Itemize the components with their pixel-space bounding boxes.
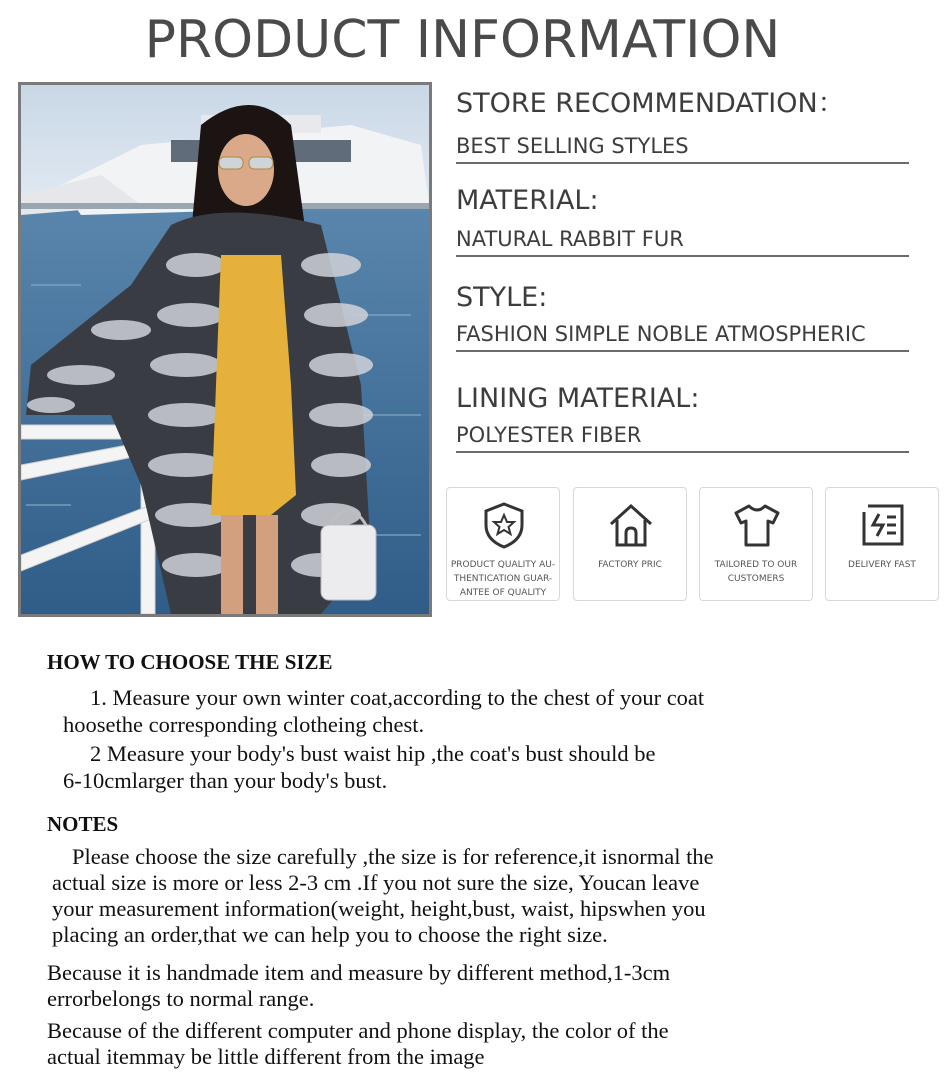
divider: [456, 255, 909, 257]
spec-value: FASHION SIMPLE NOBLE ATMOSPHERIC: [456, 322, 866, 346]
size-guide-heading: HOW TO CHOOSE THE SIZE: [47, 650, 333, 674]
house-icon: [606, 500, 656, 550]
spec-style: [456, 282, 916, 352]
notes-line: actual itemmay be little different from the image: [47, 1044, 485, 1069]
size-guide-line: 1. Measure your own winter coat,according to the chest of your coat: [90, 685, 705, 710]
spec-value: BEST SELLING STYLES: [456, 134, 689, 158]
notes-line: actual size is more or less 2-3 cm .If you not sure the size, Youcan leave: [52, 870, 700, 895]
spec-label: MATERIAL:: [456, 185, 599, 216]
size-guide-line: 6-10cmlarger than your body's bust.: [63, 768, 388, 793]
spec-label: STYLE:: [456, 282, 548, 313]
divider: [456, 451, 909, 453]
size-guide-line: hoosethe corresponding clotheing chest.: [63, 712, 425, 737]
size-guide-line: 2 Measure your body's bust waist hip ,the coat's bust should be: [90, 741, 656, 766]
spec-store-recommendation: [456, 88, 916, 164]
notes-line: your measurement information(weight, height,bust, waist, hipswhen you: [52, 896, 706, 921]
notes-heading: NOTES: [47, 812, 119, 836]
divider: [456, 350, 909, 352]
badge-quality: [446, 487, 560, 601]
spec-label: STORE RECOMMENDATION：: [456, 88, 845, 119]
badge-text: DELIVERY FAST: [848, 560, 916, 570]
badge-factory-price: [573, 487, 687, 601]
badge-text: TAILORED TO OUR CUSTOMERS: [714, 560, 798, 584]
spec-value: NATURAL RABBIT FUR: [456, 227, 684, 251]
spec-value: POLYESTER FIBER: [456, 423, 642, 447]
spec-label: LINING MATERIAL:: [456, 383, 700, 414]
badge-tailored: [699, 487, 813, 601]
product-photo-illustration: [21, 85, 429, 614]
divider: [456, 162, 909, 164]
shield-star-icon: [479, 500, 529, 550]
spec-material: [456, 185, 916, 257]
spec-lining-material: [456, 383, 916, 453]
notes-line: placing an order,that we can help you to choose the right size.: [52, 922, 608, 947]
notes-line: Because it is handmade item and measure by different method,1-3cm: [47, 960, 671, 985]
badge-text: PRODUCT QUALITY AU- THENTICATION GUAR- ANTEE OF QUALITY: [450, 560, 556, 598]
badge-text: FACTORY PRIC: [598, 560, 662, 570]
notes-line: errorbelongs to normal range.: [47, 986, 315, 1011]
product-photo: [18, 82, 432, 617]
tshirt-icon: [732, 500, 782, 550]
badge-delivery: [825, 487, 939, 601]
page-title: PRODUCT INFORMATION: [144, 10, 781, 70]
notes-line: Please choose the size carefully ,the size is for reference,it isnormal the: [72, 844, 714, 869]
notes-line: Because of the different computer and phone display, the color of the: [47, 1018, 669, 1043]
delivery-icon: [858, 500, 908, 550]
